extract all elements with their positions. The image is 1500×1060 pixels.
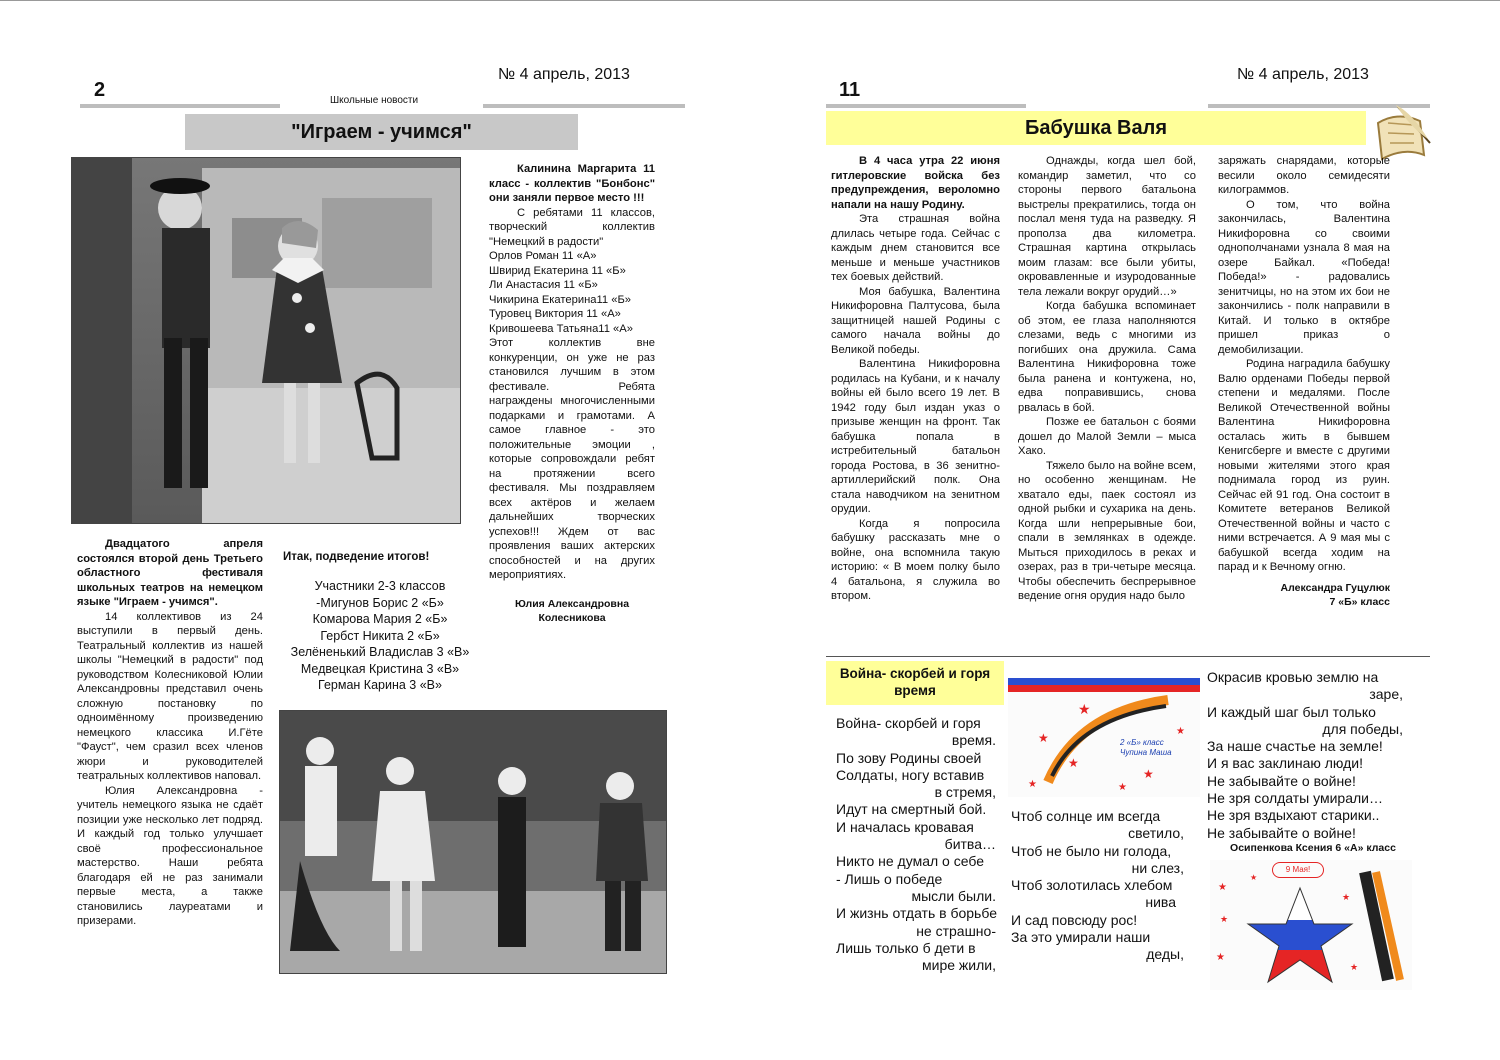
svg-text:★: ★ — [1078, 702, 1091, 718]
poem-line: Идут на смертный бой. — [836, 801, 987, 818]
theatre-photo-2 — [279, 710, 667, 974]
section-label: Школьные новости — [330, 95, 419, 106]
article-paragraph: Позже ее батальон с боями дошел до Малой Земли – мыса Хако. — [1018, 416, 1196, 457]
poem-line: - Лишь о победе — [836, 870, 943, 887]
article-author-class: 7 «Б» класс — [1329, 596, 1390, 608]
article-paragraph: Моя бабушка, Валентина Никифоровна Палтусова, была защитницей нашей Родины с самого начала войны до Великой победы. — [831, 285, 1000, 356]
participant: -Мигунов Борис 2 «Б» — [316, 595, 444, 610]
left-header-rule-left — [80, 104, 280, 108]
right-page-number: 11 — [839, 79, 861, 101]
article-paragraph: О том, что война закончилась, Валентина Никифоровна со своими однополчанами узнала 8 мая на озере Байкал. «Победа! Победа!» - радовались зенитчицы, но на этом их бои не закончились - полк направили в Китай. И только в октябре пришел приказ о демобилизации. — [1218, 198, 1390, 356]
left-page-number: 2 — [94, 79, 106, 101]
child-drawing-ribbon — [1008, 672, 1200, 797]
poem-line: деды, — [1146, 946, 1184, 963]
poem-title: Война- скорбей и горя время — [826, 661, 1004, 705]
results-heading: Итак, подведение итогов! — [283, 551, 430, 563]
svg-text:★: ★ — [1342, 893, 1351, 903]
svg-text:★: ★ — [1250, 873, 1258, 882]
senior-body: Этот коллектив вне конкуренции, он уже не раз становился лучшим в этом фестивале. Ребята награждены многочисленными подарками и грамотами. А самое главное - это положительные эмоции , которые сопровождали ребят на протяжении всего фестиваля. Мы поздравляем всех актёров и желаем дальнейших творческих успехов!!! Ждем от вас проявления ваших актерских способностей и на других мероприятиях. — [489, 337, 655, 581]
article-paragraph: Однажды, когда шел бой, командир заметил, что со стороны первого батальона выстрелы прекратились, тогда он послал меня туда на разведку. Я прополза два километра. Страшная картина открылась моим глазам: все были убиты, окровавленные и изуродованные тела лежали вокруг орудий…» — [1018, 155, 1196, 298]
senior-participant: Кривошеева Татьяна11 «А» — [489, 322, 633, 335]
svg-text:★: ★ — [1216, 952, 1225, 963]
poem-line: Окрасив кровью землю на — [1207, 669, 1379, 685]
poem-line: Не зря солдаты умирали… — [1207, 790, 1383, 807]
right-issue-date: № 4 апрель, 2013 — [1237, 66, 1369, 83]
senior-participant: Ли Анастасия 11 «Б» — [489, 279, 598, 291]
svg-text:★: ★ — [1068, 756, 1079, 770]
senior-participant: Швирид Екатерина 11 «Б» — [489, 264, 626, 277]
senior-participant: Чикирина Екатерина11 «Б» — [489, 293, 632, 306]
left-body-paragraph: 14 коллективов из 24 выступили в первый день. Театральный коллектив из нашей школы "Немецкий в радости" под руководством Колесниковой Юлии Александровны представил очень сложную постановку по одноимённому произведению немецкого классика И.Гёте "Фауст", чем сразил всех членов жюри и руководителей театральных коллективов наповал. — [77, 610, 263, 782]
article-column-1 — [831, 154, 1000, 604]
svg-text:★: ★ — [1028, 779, 1037, 790]
poem-column-1 — [836, 715, 996, 974]
svg-text:★: ★ — [1118, 782, 1127, 793]
article-paragraph: Когда я попросила бабушку рассказать мне о войне, она вспомнила такую историю: « В моем полку было 4 батальона, я служила во втором. — [831, 517, 1000, 602]
poem-line: За наше счастье на земле! — [1207, 738, 1383, 755]
section-divider — [826, 656, 1430, 657]
poem-line: По зову Родины своей — [836, 749, 982, 766]
poem-column-2 — [1011, 808, 1184, 964]
poem-line: И каждый шаг был только — [1207, 703, 1376, 720]
poem-line: И жизнь отдать в борьбе — [836, 905, 997, 922]
poem-line: И сад повсюду рос! — [1011, 911, 1138, 928]
left-article-column — [77, 537, 263, 929]
article-paragraph: Валентина Никифоровна родилась на Кубани, и к началу войны ей было всего 19 лет. В 1942 году был издан указ о призыве женщин на фронт. Так бабушка попала в истребительный батальон города Ростова, в 36 зенитно-артиллерийский полк. Она стала наводчиком на зенитном орудии. — [831, 358, 1000, 515]
right-header-rule-left — [826, 104, 1026, 108]
svg-text:★: ★ — [1218, 882, 1227, 893]
poem-line: время. — [951, 732, 996, 749]
poem-line: не страшно- — [916, 922, 996, 939]
article-lead: В 4 часа утра 22 июня гитлеровские войска без предупреждения, вероломно напали на нашу Родину. — [831, 155, 1000, 211]
article-column-3 — [1218, 154, 1390, 610]
svg-text:★: ★ — [1143, 767, 1154, 781]
left-headline: "Играем - учимся" — [185, 114, 578, 150]
svg-text:★: ★ — [1350, 963, 1359, 973]
article-paragraph: Тяжело было на войне всем, но особенно женщинам. Не хватало еды, паек состоял из одной рыбки и сухарика на день. Когда шли непрерывные бои, спали в землянках в одежде. Мыться приходилось в реках и озерах, раз в три-четыре месяца. Чтобы обеспечить беспрерывное ведение огня орудия надо было — [1018, 459, 1196, 602]
poem-line: светило, — [1128, 825, 1184, 842]
left-intro-paragraph: Двадцатого апреля состоялся второй день Третьего областного фестиваля школьных театров на немецком языке "Играем - учимся". — [77, 538, 263, 608]
poem-line: нива — [1145, 894, 1176, 911]
article-paragraph: Эта страшная война длилась четыре года. Сейчас с каждым днем становится все меньше и меньше участников тех боевых действий. — [831, 213, 1000, 283]
article-paragraph: Когда бабушка вспоминает об этом, ее глаза наполняются слезами, ведь с многими из погибших она дружила. Сама Валентина Никифоровна тоже была ранена и контужена, но, едва поправившись, снова рвалась в бой. — [1018, 300, 1196, 414]
left-body-paragraph: Юлия Александровна - учитель немецкого языка не сдаёт позиции уже несколько лет подряд. И каждый год только улучшает своё профессиональное мастерство. Наши ребята благодаря ей не раз занимали первые места, а также становились лауреатами и призерами. — [77, 784, 263, 927]
poem-line: ни слез, — [1131, 859, 1184, 876]
svg-text:★: ★ — [1220, 915, 1229, 925]
theatre-photo-1 — [71, 157, 461, 524]
svg-text:★: ★ — [1176, 726, 1185, 737]
participant: Медвецкая Кристина 3 «В» — [300, 661, 460, 676]
poem-line: битва… — [944, 836, 996, 853]
left-header-rule-right — [483, 104, 685, 108]
poem-line: в стремя, — [934, 784, 996, 801]
participant: Зелёненький Владислав 3 «В» — [290, 645, 470, 659]
poem-line: Лишь только б дети в — [836, 939, 976, 956]
child-drawing-star — [1210, 860, 1412, 990]
drawing-may9-label: 9 Мая! — [1272, 862, 1324, 878]
left-right-column — [489, 162, 655, 626]
poem-line: И я вас заклинаю люди! — [1207, 755, 1364, 772]
senior-intro: С ребятами 11 классов, творческий коллектив "Немецкий в радости" — [489, 206, 655, 248]
poem-author: Осипенкова Ксения 6 «А» класс — [1230, 842, 1396, 854]
svg-text:★: ★ — [1038, 731, 1049, 745]
poem-line: Не забывайте о войне! — [1207, 824, 1356, 841]
poem-line: мире жили, — [922, 957, 996, 974]
participant: Комарова Мария 2 «Б» — [312, 612, 448, 626]
poem-line: Чтоб солнце им всегда — [1011, 808, 1161, 824]
left-author: Юлия Александровна Колесникова — [514, 597, 630, 624]
poem-line: Никто не думал о себе — [836, 853, 984, 870]
participant: Гербст Никита 2 «Б» — [320, 628, 440, 643]
poem-line: мысли были. — [911, 887, 996, 904]
poem-line: И началась кровавая — [836, 818, 974, 835]
senior-participant: Туровец Виктория 11 «А» — [489, 308, 621, 320]
participants-heading: Участники 2-3 классов — [314, 579, 446, 593]
drawing-signature: 2 «Б» класс Чупина Маша — [1120, 738, 1172, 757]
article-author: Александра Гуцулюк — [1280, 581, 1390, 594]
poem-line: для победы, — [1322, 720, 1403, 737]
article-paragraph: заряжать снарядами, которые весили около семидесяти килограммов. — [1218, 155, 1390, 196]
participant: Герман Карина 3 «В» — [318, 678, 442, 692]
poem-line: За это умирали наши — [1011, 929, 1151, 946]
winner-paragraph: Калинина Маргарита 11 класс - коллектив "Бонбонс" они заняли первое место !!! — [489, 163, 655, 204]
poem-line: Солдаты, ногу вставив — [836, 766, 985, 783]
poem-line: Не забывайте о войне! — [1207, 772, 1356, 789]
right-headline: Бабушка Валя — [826, 111, 1366, 145]
poem-line: Чтоб золотилась хлебом — [1011, 877, 1173, 894]
poem-line: Не зря вздыхают старики.. — [1207, 807, 1380, 824]
article-column-2 — [1018, 154, 1196, 604]
page-top-border — [0, 0, 1500, 1]
poem-line: Война- скорбей и горя — [836, 715, 981, 731]
poem-column-3 — [1207, 669, 1403, 842]
senior-participant: Орлов Роман 11 «А» — [489, 250, 597, 262]
poem-line: заре, — [1369, 686, 1403, 703]
left-issue-date: № 4 апрель, 2013 — [498, 66, 630, 83]
poem-line: Чтоб не было ни голода, — [1011, 842, 1172, 859]
article-paragraph: Родина наградила бабушку Валю орденами Победы первой степени и медалями. После Великой Отечественной войны Валентина Никифоровна осталась жить в бывшем Кенигсберге и вместе с другими новыми жителями этого края поднимала город из руин. Сейчас ей 91 год. Она состоит в Комитете ветеранов Великой Отечественной войны и часто с ними встречается. А 9 мая мы с бабушкой всегда ходим на парад и к Вечному огню. — [1218, 358, 1390, 573]
participants-list — [280, 578, 480, 694]
